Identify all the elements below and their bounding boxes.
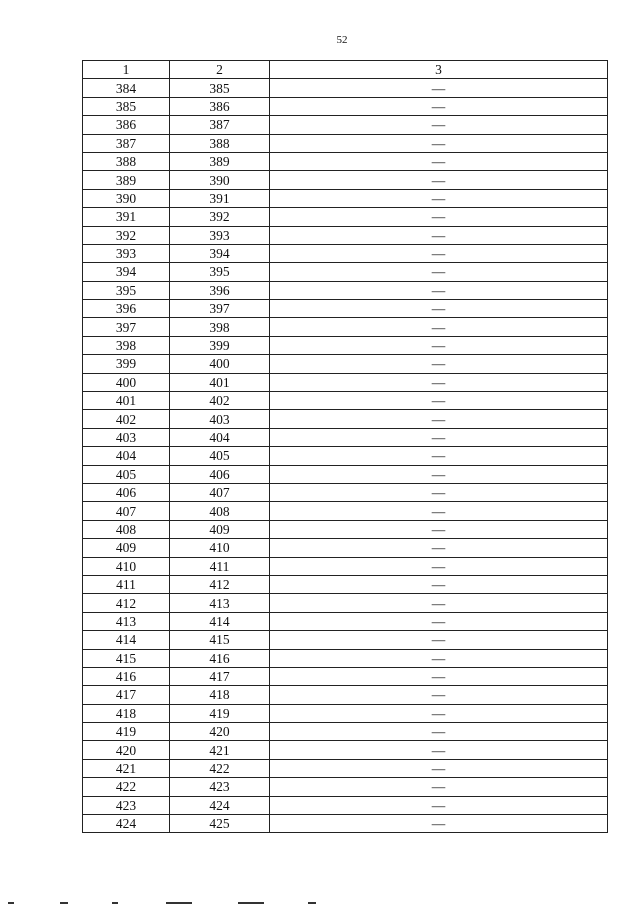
page-number: 52 [336,34,348,46]
table-row [83,649,608,667]
table-cell-col1: 417 [83,686,170,704]
table-cell-col2: 418 [170,686,270,704]
table-cell-col3: — [270,410,608,428]
table-row [83,612,608,630]
table-cell-col2: 415 [170,631,270,649]
table-cell-col2: 393 [170,226,270,244]
table-cell-col3: — [270,465,608,483]
table-row [83,410,608,428]
table-cell-col3: — [270,116,608,134]
table-cell-col2: 405 [170,447,270,465]
table-cell-col2: 407 [170,483,270,501]
table-row [83,373,608,391]
table-cell-col1: 398 [83,336,170,354]
column-header-2: 2 [170,61,270,79]
table-cell-col2: 388 [170,134,270,152]
table-cell-col3: — [270,520,608,538]
table-cell-col3: — [270,281,608,299]
table-cell-col3: — [270,226,608,244]
table-cell-col2: 385 [170,79,270,97]
table-cell-col3: — [270,447,608,465]
table-cell-col1: 416 [83,667,170,685]
table-cell-col3: — [270,704,608,722]
table-cell-col1: 419 [83,723,170,741]
table-cell-col2: 420 [170,723,270,741]
table-cell-col3: — [270,336,608,354]
table-cell-col3: — [270,796,608,814]
table-cell-col2: 401 [170,373,270,391]
table-row [83,502,608,520]
table-cell-col1: 393 [83,244,170,262]
table-cell-col1: 394 [83,263,170,281]
table-cell-col2: 391 [170,189,270,207]
table-row [83,208,608,226]
table-cell-col3: — [270,723,608,741]
table-row [83,723,608,741]
table-cell-col1: 387 [83,134,170,152]
table-cell-col3: — [270,134,608,152]
table-row [83,97,608,115]
data-table [82,60,608,833]
table-cell-col1: 402 [83,410,170,428]
table-row [83,631,608,649]
table-cell-col3: — [270,815,608,833]
table-cell-col3: — [270,244,608,262]
table-cell-col1: 405 [83,465,170,483]
table-cell-col3: — [270,300,608,318]
table-row [83,759,608,777]
table-cell-col3: — [270,502,608,520]
table-cell-col3: — [270,649,608,667]
table-cell-col1: 386 [83,116,170,134]
table-cell-col3: — [270,189,608,207]
table-cell-col3: — [270,355,608,373]
table-cell-col1: 410 [83,557,170,575]
table-cell-col2: 408 [170,502,270,520]
table-cell-col1: 424 [83,815,170,833]
table-cell-col2: 392 [170,208,270,226]
table-row [83,741,608,759]
table-cell-col1: 407 [83,502,170,520]
table-cell-col3: — [270,631,608,649]
table-cell-col3: — [270,483,608,501]
table-cell-col3: — [270,612,608,630]
table-row [83,226,608,244]
table-cell-col3: — [270,741,608,759]
table-cell-col3: — [270,373,608,391]
table-cell-col1: 406 [83,483,170,501]
table-row [83,796,608,814]
table-cell-col1: 420 [83,741,170,759]
table-cell-col1: 389 [83,171,170,189]
table-cell-col2: 416 [170,649,270,667]
table-cell-col2: 390 [170,171,270,189]
table-cell-col2: 425 [170,815,270,833]
table-cell-col3: — [270,208,608,226]
table-row [83,281,608,299]
table-row [83,134,608,152]
table-cell-col2: 409 [170,520,270,538]
table-cell-col2: 399 [170,336,270,354]
table-row [83,79,608,97]
table-row [83,704,608,722]
table-row [83,686,608,704]
table-cell-col2: 387 [170,116,270,134]
table-header-row [83,61,608,79]
table-row [83,594,608,612]
table-row [83,263,608,281]
table-row [83,778,608,796]
table-cell-col2: 417 [170,667,270,685]
table-cell-col3: — [270,686,608,704]
table-cell-col1: 384 [83,79,170,97]
table-row [83,465,608,483]
table-cell-col2: 395 [170,263,270,281]
table-row [83,483,608,501]
table-cell-col1: 415 [83,649,170,667]
table-cell-col1: 414 [83,631,170,649]
table-cell-col3: — [270,152,608,170]
table-cell-col2: 411 [170,557,270,575]
table-cell-col1: 422 [83,778,170,796]
table-cell-col2: 397 [170,300,270,318]
table-cell-col1: 385 [83,97,170,115]
table-row [83,575,608,593]
table-row [83,189,608,207]
table-body [83,79,608,833]
table-cell-col2: 400 [170,355,270,373]
table-cell-col2: 423 [170,778,270,796]
table-cell-col2: 402 [170,392,270,410]
table-cell-col1: 388 [83,152,170,170]
table-row [83,355,608,373]
table-cell-col3: — [270,575,608,593]
table-cell-col1: 400 [83,373,170,391]
table-cell-col2: 386 [170,97,270,115]
table-row [83,300,608,318]
table-cell-col1: 395 [83,281,170,299]
table-row [83,447,608,465]
column-header-3: 3 [270,61,608,79]
table-row [83,667,608,685]
table-cell-col3: — [270,428,608,446]
table-cell-col1: 404 [83,447,170,465]
table-row [83,171,608,189]
table-row [83,815,608,833]
table-cell-col1: 397 [83,318,170,336]
table-cell-col3: — [270,778,608,796]
table-row [83,152,608,170]
table-row [83,520,608,538]
table-cell-col3: — [270,171,608,189]
table-cell-col3: — [270,539,608,557]
table-cell-col2: 406 [170,465,270,483]
table-row [83,539,608,557]
table-cell-col3: — [270,97,608,115]
table-row [83,336,608,354]
table-cell-col2: 394 [170,244,270,262]
table-cell-col1: 399 [83,355,170,373]
table-cell-col1: 391 [83,208,170,226]
table-cell-col3: — [270,392,608,410]
table-cell-col1: 401 [83,392,170,410]
table-row [83,116,608,134]
table-cell-col1: 418 [83,704,170,722]
table-cell-col1: 411 [83,575,170,593]
table-cell-col1: 392 [83,226,170,244]
table-cell-col1: 413 [83,612,170,630]
table-cell-col3: — [270,594,608,612]
table-cell-col1: 421 [83,759,170,777]
table-cell-col1: 412 [83,594,170,612]
table-cell-col1: 390 [83,189,170,207]
table-cell-col1: 408 [83,520,170,538]
table-cell-col1: 403 [83,428,170,446]
table-cell-col2: 396 [170,281,270,299]
table-cell-col1: 396 [83,300,170,318]
table-cell-col2: 422 [170,759,270,777]
table-cell-col2: 419 [170,704,270,722]
scan-artifact-marks [0,899,640,905]
table-row [83,318,608,336]
table-cell-col3: — [270,667,608,685]
table-cell-col2: 403 [170,410,270,428]
table-cell-col2: 421 [170,741,270,759]
table-row [83,428,608,446]
table-cell-col2: 398 [170,318,270,336]
table-cell-col1: 423 [83,796,170,814]
table-cell-col3: — [270,79,608,97]
table-cell-col3: — [270,759,608,777]
table-row [83,392,608,410]
table-row [83,557,608,575]
table-row [83,244,608,262]
table-cell-col2: 389 [170,152,270,170]
table-cell-col2: 414 [170,612,270,630]
table-cell-col2: 404 [170,428,270,446]
table-cell-col2: 413 [170,594,270,612]
table-cell-col3: — [270,557,608,575]
table-cell-col2: 412 [170,575,270,593]
table-cell-col1: 409 [83,539,170,557]
column-header-1: 1 [83,61,170,79]
table-cell-col3: — [270,263,608,281]
table-cell-col3: — [270,318,608,336]
table-cell-col2: 424 [170,796,270,814]
table-cell-col2: 410 [170,539,270,557]
